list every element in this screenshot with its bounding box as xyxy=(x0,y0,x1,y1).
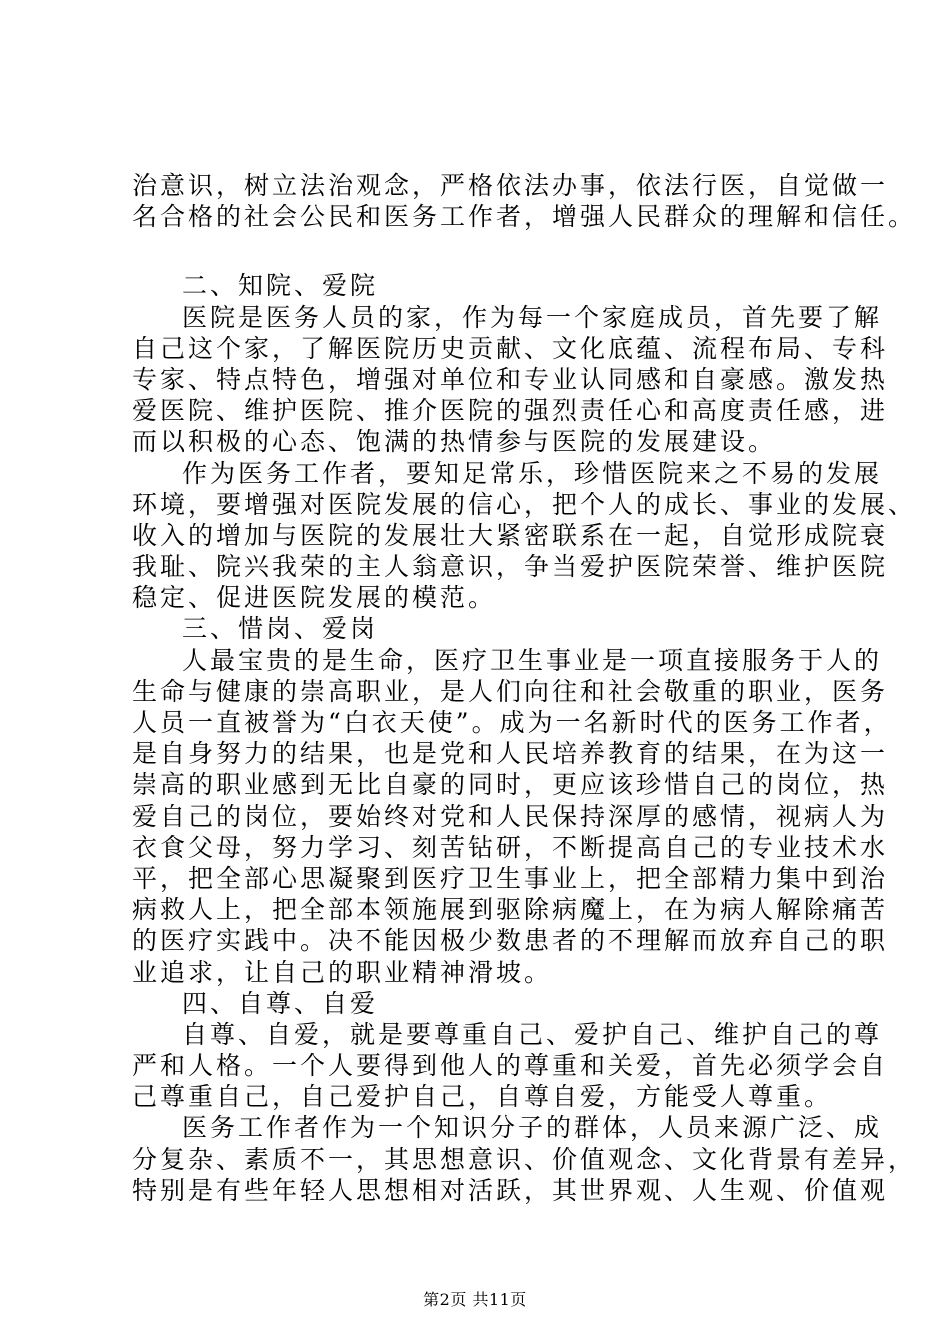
text-line: 爱自己的岗位，要始终对党和人民保持深厚的感情，视病人为 xyxy=(132,801,889,831)
paragraph xyxy=(132,645,892,988)
text-line: 名合格的社会公民和医务工作者，增强人民群众的理解和信任。 xyxy=(132,202,917,232)
text-line: 业追求，让自己的职业精神滑坡。 xyxy=(132,957,553,987)
paragraph-continuation xyxy=(132,170,917,232)
text-line: 的医疗实践中。决不能因极少数患者的不理解而放弃自己的职 xyxy=(132,926,889,956)
text-line: 环境，要增强对医院发展的信心，把个人的成长、事业的发展、 xyxy=(132,489,917,519)
section-heading: 四、自尊、自爱 xyxy=(182,988,379,1018)
text-line: 病救人上，把全部本领施展到驱除病魔上，在为病人解除痛苦 xyxy=(132,895,889,925)
text-line: 己尊重自己，自己爱护自己，自尊自爱，方能受人尊重。 xyxy=(132,1082,833,1112)
paragraph xyxy=(132,1112,917,1206)
paragraph xyxy=(132,1019,889,1113)
document-body xyxy=(132,170,917,1206)
text-line: 生命与健康的崇高职业，是人们向往和社会敬重的职业，医务 xyxy=(132,676,889,706)
text-line: 是自身努力的结果，也是党和人民培养教育的结果，在为这一 xyxy=(132,739,889,769)
text-line: 我耻、院兴我荣的主人翁意识，争当爱护医院荣誉、维护医院 xyxy=(132,552,889,582)
text-line: 收入的增加与医院的发展壮大紧密联系在一起，自觉形成院衰 xyxy=(132,520,889,550)
text-line: 自己这个家，了解医院历史贡献、文化底蕴、流程布局、专科 xyxy=(132,333,889,363)
text-line: 人员一直被誉为“白衣天使”。成为一名新时代的医务工作者， xyxy=(132,708,892,737)
text-line: 医院是医务人员的家，作为每一个家庭成员，首先要了解 xyxy=(182,302,883,332)
text-line: 爱医院、维护医院、推介医院的强烈责任心和高度责任感，进 xyxy=(132,396,889,426)
section-heading-4 xyxy=(132,988,832,1019)
page-number-footer: 第2页 共11页 xyxy=(423,1290,527,1309)
text-line: 医务工作者作为一个知识分子的群体，人员来源广泛、成 xyxy=(182,1113,883,1143)
text-line: 严和人格。一个人要得到他人的尊重和关爱，首先必须学会自 xyxy=(132,1051,889,1081)
text-line: 平，把全部心思凝聚到医疗卫生事业上，把全部精力集中到治 xyxy=(132,863,889,893)
text-line: 稳定、促进医院发展的模范。 xyxy=(132,583,497,613)
text-line: 而以积极的心态、饱满的热情参与医院的发展建设。 xyxy=(132,427,777,457)
paragraph xyxy=(132,458,917,614)
text-line: 特别是有些年轻人思想相对活跃，其世界观、人生观、价值观 xyxy=(132,1175,889,1205)
paragraph xyxy=(132,302,889,458)
text-line: 治意识，树立法治观念，严格依法办事，依法行医，自觉做一 xyxy=(132,171,889,200)
section-heading: 二、知院、爱院 xyxy=(182,271,379,301)
section-heading-2 xyxy=(132,270,832,301)
text-line: 衣食父母，努力学习、刻苦钻研，不断提高自己的专业技术水 xyxy=(132,832,889,862)
text-line: 作为医务工作者，要知足常乐，珍惜医院来之不易的发展 xyxy=(182,458,883,488)
text-line: 自尊、自爱，就是要尊重自己、爱护自己、维护自己的尊 xyxy=(182,1019,883,1049)
paragraph-gap xyxy=(132,232,832,270)
text-line: 专家、特点特色，增强对单位和专业认同感和自豪感。激发热 xyxy=(132,364,889,394)
section-heading-3 xyxy=(132,613,832,644)
text-line: 崇高的职业感到无比自豪的同时，更应该珍惜自己的岗位，热 xyxy=(132,770,889,800)
text-line: 分复杂、素质不一，其思想意识、价值观念、文化背景有差异， xyxy=(132,1144,917,1174)
section-heading: 三、惜岗、爱岗 xyxy=(182,614,379,644)
text-line: 人最宝贵的是生命，医疗卫生事业是一项直接服务于人的 xyxy=(182,645,883,675)
